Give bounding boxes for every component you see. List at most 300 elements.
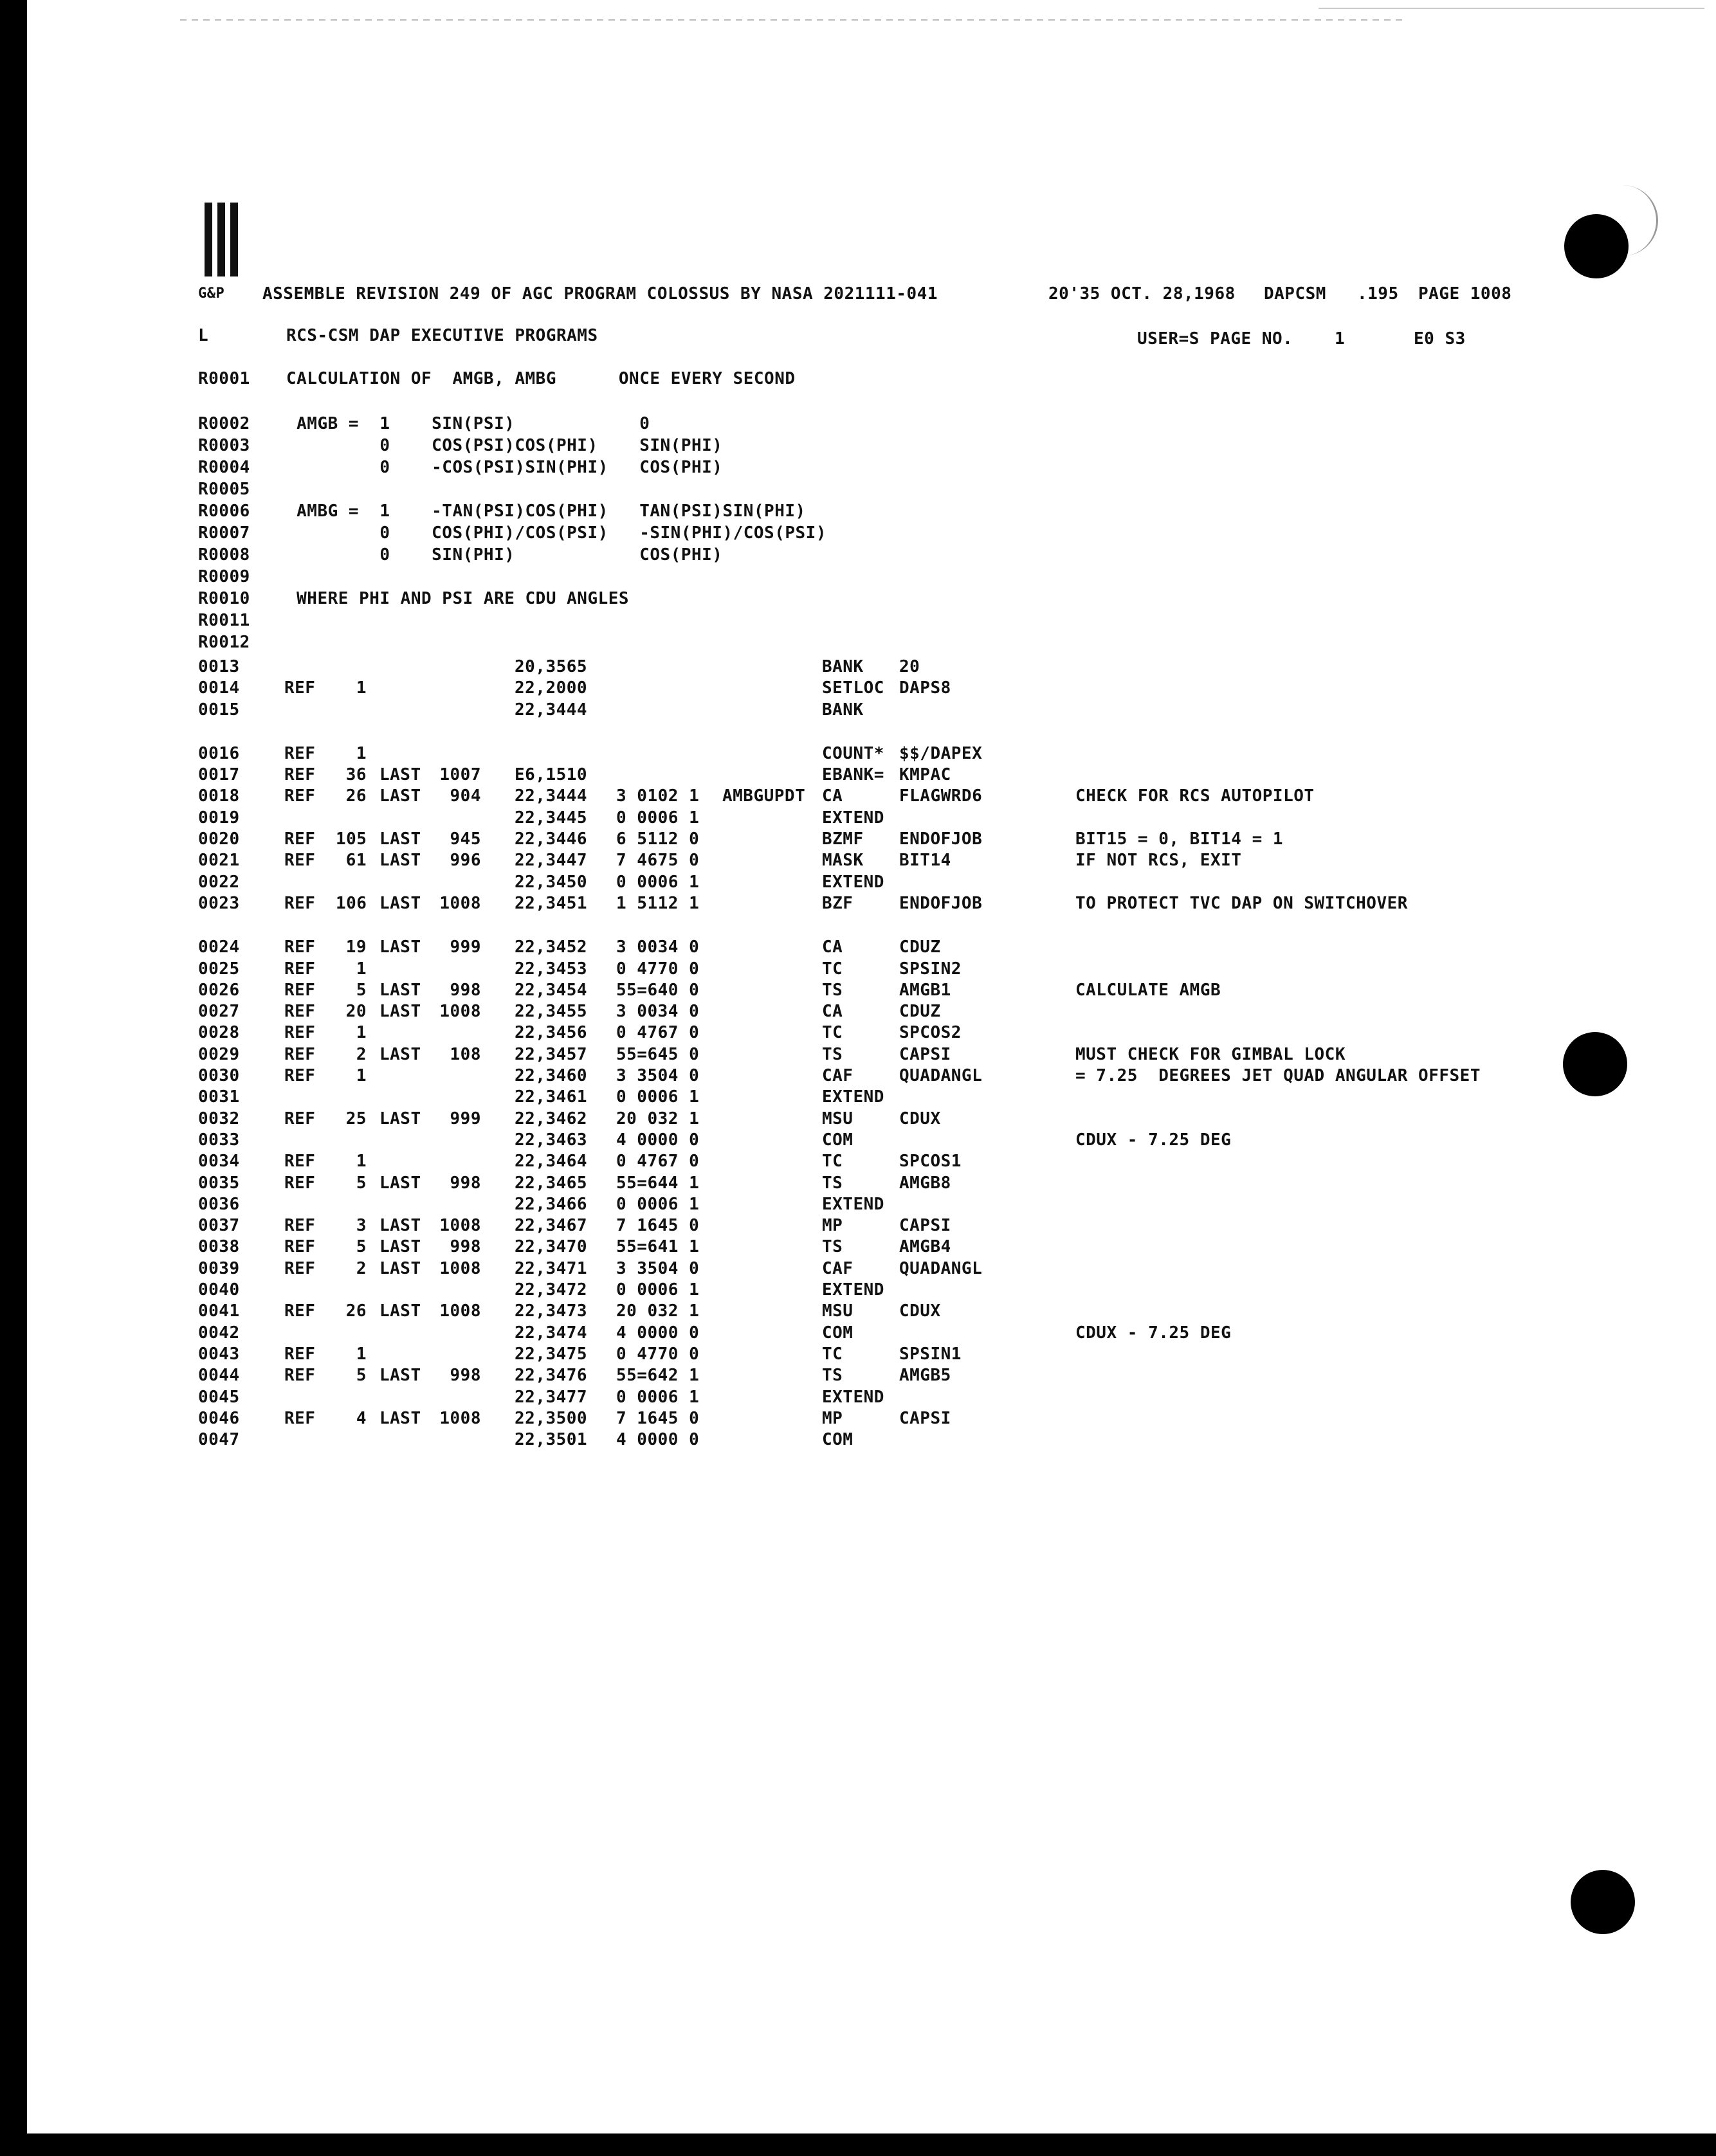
last-value: 945 [450,829,481,849]
line-number: 0047 [198,1430,240,1449]
ref-count: 1 [356,678,367,698]
listing-row [0,892,1716,914]
ref-count: 36 [345,765,367,784]
listing-row [0,871,1716,893]
listing-row [0,1108,1716,1130]
ref-count: 25 [345,1109,367,1128]
ref-keyword: REF [284,1109,316,1128]
ref-keyword: REF [284,894,316,913]
last-value: 998 [450,1173,481,1193]
line-number: 0018 [198,786,240,806]
listing-row [0,677,1716,699]
ref-count: 106 [336,894,367,913]
opcode: CA [822,1002,843,1021]
operand: CDUX [899,1109,941,1128]
octal-word: 4 0000 0 [616,1130,700,1150]
octal-word: 0 0006 1 [616,1087,700,1107]
line-number: 0044 [198,1366,240,1385]
ref-count: 1 [356,744,367,763]
octal-word: 0 0006 1 [616,1195,700,1214]
listing-row [0,1129,1716,1151]
last-keyword: LAST [379,1366,421,1385]
operand: ENDOFJOB [899,894,983,913]
octal-word: 55=642 1 [616,1366,700,1385]
operand: 20 [899,657,920,676]
address: 22,3447 [515,851,588,870]
subheader-section: RCS-CSM DAP EXECUTIVE PROGRAMS [286,326,598,345]
opcode: COM [822,1130,853,1150]
line-number: 0014 [198,678,240,698]
operand: CDUX [899,1301,941,1321]
remark-text: AMBG = 1 -TAN(PSI)COS(PHI) TAN(PSI)SIN(PHI) [286,502,806,521]
operand: DAPS8 [899,678,951,698]
ref-count: 5 [356,1237,367,1256]
address: 22,3461 [515,1087,588,1107]
opcode: COUNT* [822,744,884,763]
ref-keyword: REF [284,938,316,957]
listing-row [0,1343,1716,1365]
octal-word: 4 0000 0 [616,1430,700,1449]
operand: AMGB1 [899,981,951,1000]
opcode: BANK [822,700,864,720]
opcode: BANK [822,657,864,676]
opcode: EBANK= [822,765,884,784]
line-number: 0020 [198,829,240,849]
opcode: TS [822,1366,843,1385]
address: 22,3444 [515,700,588,720]
ref-keyword: REF [284,959,316,979]
listing-row [0,1086,1716,1108]
ref-count: 61 [345,851,367,870]
operand: QUADANGL [899,1066,983,1085]
line-number: 0040 [198,1280,240,1300]
last-keyword: LAST [379,1109,421,1128]
address: 22,3452 [515,938,588,957]
octal-word: 55=644 1 [616,1173,700,1193]
last-keyword: LAST [379,894,421,913]
last-keyword: LAST [379,981,421,1000]
listing-row [0,1236,1716,1258]
opcode: EXTEND [822,1280,884,1300]
last-value: 996 [450,851,481,870]
line-number: 0017 [198,765,240,784]
remark-text: 0 SIN(PHI) COS(PHI) [286,545,723,565]
ref-keyword: REF [284,981,316,1000]
ref-keyword: REF [284,765,316,784]
octal-word: 3 0034 0 [616,938,700,957]
operand: KMPAC [899,765,951,784]
last-value: 1008 [439,1002,481,1021]
remark-number: R0005 [198,480,250,499]
listing-row [0,1172,1716,1194]
ref-count: 2 [356,1259,367,1278]
octal-word: 0 4770 0 [616,959,700,979]
ref-count: 2 [356,1045,367,1064]
octal-word: 3 0102 1 [616,786,700,806]
octal-word: 6 5112 0 [616,829,700,849]
operand: SPCOS1 [899,1152,962,1171]
last-value: 1008 [439,1409,481,1428]
remark-number: R0008 [198,545,250,565]
opcode: TS [822,1045,843,1064]
address: 22,3467 [515,1216,588,1235]
opcode: TC [822,1345,843,1364]
opcode: COM [822,1430,853,1449]
operand: CAPSI [899,1409,951,1428]
octal-word: 1 5112 1 [616,894,700,913]
address: 22,3477 [515,1388,588,1407]
punch-hole-bottom [1571,1870,1635,1934]
last-value: 998 [450,981,481,1000]
remark-number: R0004 [198,458,250,477]
opcode: MSU [822,1301,853,1321]
header-timestamp: 20'35 OCT. 28,1968 [1048,284,1236,303]
ref-count: 105 [336,829,367,849]
address: 22,3453 [515,959,588,979]
listing-row [0,1300,1716,1322]
remark-text: CALCULATION OF AMGB, AMBG ONCE EVERY SECOND [286,369,796,388]
ref-keyword: REF [284,1366,316,1385]
ref-keyword: REF [284,678,316,698]
ref-keyword: REF [284,1152,316,1171]
octal-word: 3 3504 0 [616,1259,700,1278]
line-number: 0034 [198,1152,240,1171]
octal-word: 20 032 1 [616,1109,700,1128]
octal-word: 0 4767 0 [616,1152,700,1171]
operand: AMGB5 [899,1366,951,1385]
octal-word: 3 3504 0 [616,1066,700,1085]
ref-keyword: REF [284,829,316,849]
opcode: MP [822,1216,843,1235]
subheader-page-no: 1 [1335,329,1346,349]
address: 22,3462 [515,1109,588,1128]
line-number: 0028 [198,1023,240,1042]
opcode: EXTEND [822,1087,884,1107]
subheader-type: L [198,326,209,345]
address: 22,3457 [515,1045,588,1064]
operand: BIT14 [899,851,951,870]
ref-count: 1 [356,1023,367,1042]
comment: CDUX - 7.25 DEG [1075,1323,1232,1343]
listing-row [0,743,1716,765]
line-number: 0031 [198,1087,240,1107]
listing-row [0,1001,1716,1022]
line-number: 0029 [198,1045,240,1064]
listing-row [0,1364,1716,1386]
opcode: CA [822,938,843,957]
opcode: EXTEND [822,808,884,828]
ref-keyword: REF [284,1301,316,1321]
ref-keyword: REF [284,1216,316,1235]
last-keyword: LAST [379,1173,421,1193]
last-keyword: LAST [379,1301,421,1321]
operand: CAPSI [899,1045,951,1064]
line-number: 0046 [198,1409,240,1428]
address: 20,3565 [515,657,588,676]
listing-row [0,1215,1716,1237]
line-number: 0042 [198,1323,240,1343]
last-keyword: LAST [379,938,421,957]
opcode: SETLOC [822,678,884,698]
operand: AMGB4 [899,1237,951,1256]
remark-number: R0011 [198,611,250,630]
listing-row [0,1150,1716,1172]
listing-row [0,958,1716,980]
remark-text: 0 COS(PSI)COS(PHI) SIN(PHI) [286,436,723,455]
listing-row [0,936,1716,958]
ref-count: 19 [345,938,367,957]
comment: = 7.25 DEGREES JET QUAD ANGULAR OFFSET [1075,1066,1481,1085]
opcode: TC [822,959,843,979]
octal-word: 0 4767 0 [616,1023,700,1042]
operand: CDUZ [899,938,941,957]
opcode: BZF [822,894,853,913]
octal-word: 3 0034 0 [616,1002,700,1021]
comment: IF NOT RCS, EXIT [1075,851,1242,870]
octal-word: 0 0006 1 [616,808,700,828]
remark-number: R0007 [198,523,250,543]
last-keyword: LAST [379,786,421,806]
listing-row [0,1022,1716,1044]
last-keyword: LAST [379,829,421,849]
header-mark: G&P [198,285,225,302]
line-number: 0036 [198,1195,240,1214]
opcode: TC [822,1152,843,1171]
binder-mark [230,203,238,276]
label-tag: AMBGUPDT [722,786,806,806]
address: 22,3466 [515,1195,588,1214]
remark-number: R0012 [198,633,250,652]
last-keyword: LAST [379,1216,421,1235]
ref-keyword: REF [284,1237,316,1256]
listing-row [0,1258,1716,1280]
opcode: TS [822,981,843,1000]
line-number: 0021 [198,851,240,870]
header-ext: .195 [1357,284,1399,303]
octal-word: 7 4675 0 [616,851,700,870]
operand: QUADANGL [899,1259,983,1278]
line-number: 0023 [198,894,240,913]
address: 22,3451 [515,894,588,913]
remark-number: R0006 [198,502,250,521]
remark-text: AMGB = 1 SIN(PSI) 0 [286,414,650,433]
address: 22,3476 [515,1366,588,1385]
header-user: DAPCSM [1264,284,1326,303]
comment: CALCULATE AMGB [1075,981,1221,1000]
opcode: TS [822,1237,843,1256]
address: 22,2000 [515,678,588,698]
ref-count: 5 [356,1173,367,1193]
address: 22,3456 [515,1023,588,1042]
listing-row [0,656,1716,678]
last-value: 108 [450,1045,481,1064]
ref-count: 1 [356,1066,367,1085]
ref-keyword: REF [284,1002,316,1021]
ref-count: 1 [356,1345,367,1364]
octal-word: 4 0000 0 [616,1323,700,1343]
line-number: 0033 [198,1130,240,1150]
line-number: 0045 [198,1388,240,1407]
listing-row [0,1429,1716,1451]
listing-row [0,1408,1716,1429]
address: 22,3455 [515,1002,588,1021]
opcode: CAF [822,1259,853,1278]
ref-keyword: REF [284,1345,316,1364]
last-keyword: LAST [379,1259,421,1278]
address: 22,3445 [515,808,588,828]
opcode: TC [822,1023,843,1042]
comment: TO PROTECT TVC DAP ON SWITCHOVER [1075,894,1408,913]
octal-word: 55=640 0 [616,981,700,1000]
line-number: 0015 [198,700,240,720]
last-value: 1008 [439,1259,481,1278]
opcode: TS [822,1173,843,1193]
comment: CDUX - 7.25 DEG [1075,1130,1232,1150]
subheader-eo: E0 S3 [1414,329,1466,349]
line-number: 0027 [198,1002,240,1021]
address: 22,3444 [515,786,588,806]
octal-word: 7 1645 0 [616,1409,700,1428]
line-number: 0035 [198,1173,240,1193]
line-number: 0032 [198,1109,240,1128]
ref-count: 5 [356,1366,367,1385]
ref-keyword: REF [284,1045,316,1064]
line-number: 0043 [198,1345,240,1364]
ref-keyword: REF [284,744,316,763]
operand: AMGB8 [899,1173,951,1193]
address: 22,3463 [515,1130,588,1150]
octal-word: 0 4770 0 [616,1345,700,1364]
last-value: 1008 [439,894,481,913]
ref-keyword: REF [284,1023,316,1042]
line-number: 0037 [198,1216,240,1235]
octal-word: 20 032 1 [616,1301,700,1321]
opcode: MSU [822,1109,853,1128]
octal-word: 0 0006 1 [616,1280,700,1300]
listing-row [0,785,1716,807]
scan-artifact-top-right [1319,8,1704,9]
operand: ENDOFJOB [899,829,983,849]
remark-text: WHERE PHI AND PSI ARE CDU ANGLES [286,589,630,608]
ref-count: 1 [356,1152,367,1171]
line-number: 0025 [198,959,240,979]
line-number: 0024 [198,938,240,957]
line-number: 0016 [198,744,240,763]
comment: BIT15 = 0, BIT14 = 1 [1075,829,1284,849]
listing-row [0,699,1716,721]
binder-mark [217,203,225,276]
opcode: CAF [822,1066,853,1085]
ref-count: 4 [356,1409,367,1428]
ref-count: 3 [356,1216,367,1235]
ref-keyword: REF [284,1259,316,1278]
operand: SPSIN2 [899,959,962,979]
listing-row [0,979,1716,1001]
ref-keyword: REF [284,851,316,870]
address: 22,3475 [515,1345,588,1364]
last-value: 999 [450,1109,481,1128]
ref-count: 1 [356,959,367,979]
last-keyword: LAST [379,1409,421,1428]
address: 22,3470 [515,1237,588,1256]
listing-row [0,1044,1716,1065]
ref-keyword: REF [284,1409,316,1428]
listing-row [0,849,1716,871]
listing-row [0,1279,1716,1301]
octal-word: 55=641 1 [616,1237,700,1256]
ref-count: 26 [345,786,367,806]
last-value: 1008 [439,1216,481,1235]
last-value: 1008 [439,1301,481,1321]
punch-hole-top [1564,214,1629,278]
opcode: EXTEND [822,1388,884,1407]
address: 22,3501 [515,1430,588,1449]
ref-keyword: REF [284,1066,316,1085]
address: 22,3460 [515,1066,588,1085]
line-number: 0041 [198,1301,240,1321]
octal-word: 0 0006 1 [616,1388,700,1407]
line-number: 0039 [198,1259,240,1278]
header-title: ASSEMBLE REVISION 249 OF AGC PROGRAM COLOSSUS BY NASA 2021111-041 [262,284,938,303]
address: 22,3454 [515,981,588,1000]
address: 22,3464 [515,1152,588,1171]
address: 22,3446 [515,829,588,849]
ref-keyword: REF [284,1173,316,1193]
listing-row [0,1065,1716,1087]
listing-row [0,1386,1716,1408]
address: 22,3465 [515,1173,588,1193]
octal-word: 55=645 0 [616,1045,700,1064]
comment: CHECK FOR RCS AUTOPILOT [1075,786,1315,806]
last-value: 999 [450,938,481,957]
operand: FLAGWRD6 [899,786,983,806]
line-number: 0022 [198,873,240,892]
line-number: 0019 [198,808,240,828]
address: 22,3450 [515,873,588,892]
opcode: CA [822,786,843,806]
listing-row [0,828,1716,850]
remark-number: R0003 [198,436,250,455]
binder-mark [205,203,212,276]
ref-count: 20 [345,1002,367,1021]
operand: $$/DAPEX [899,744,983,763]
line-number: 0030 [198,1066,240,1085]
last-keyword: LAST [379,1045,421,1064]
opcode: MASK [822,851,864,870]
listing-row [0,1193,1716,1215]
last-keyword: LAST [379,765,421,784]
listing-row [0,1322,1716,1344]
scan-border-bottom [0,2133,1716,2156]
listing-row [0,807,1716,829]
last-keyword: LAST [379,1002,421,1021]
address: 22,3474 [515,1323,588,1343]
opcode: EXTEND [822,1195,884,1214]
address: E6,1510 [515,765,588,784]
last-value: 904 [450,786,481,806]
last-value: 1007 [439,765,481,784]
last-keyword: LAST [379,851,421,870]
opcode: EXTEND [822,873,884,892]
header-page: PAGE 1008 [1418,284,1512,303]
opcode: MP [822,1409,843,1428]
last-value: 998 [450,1237,481,1256]
opcode: COM [822,1323,853,1343]
subheader-user-page: USER=S PAGE NO. [1137,329,1293,349]
remark-number: R0001 [198,369,250,388]
operand: SPCOS2 [899,1023,962,1042]
line-number: 0013 [198,657,240,676]
